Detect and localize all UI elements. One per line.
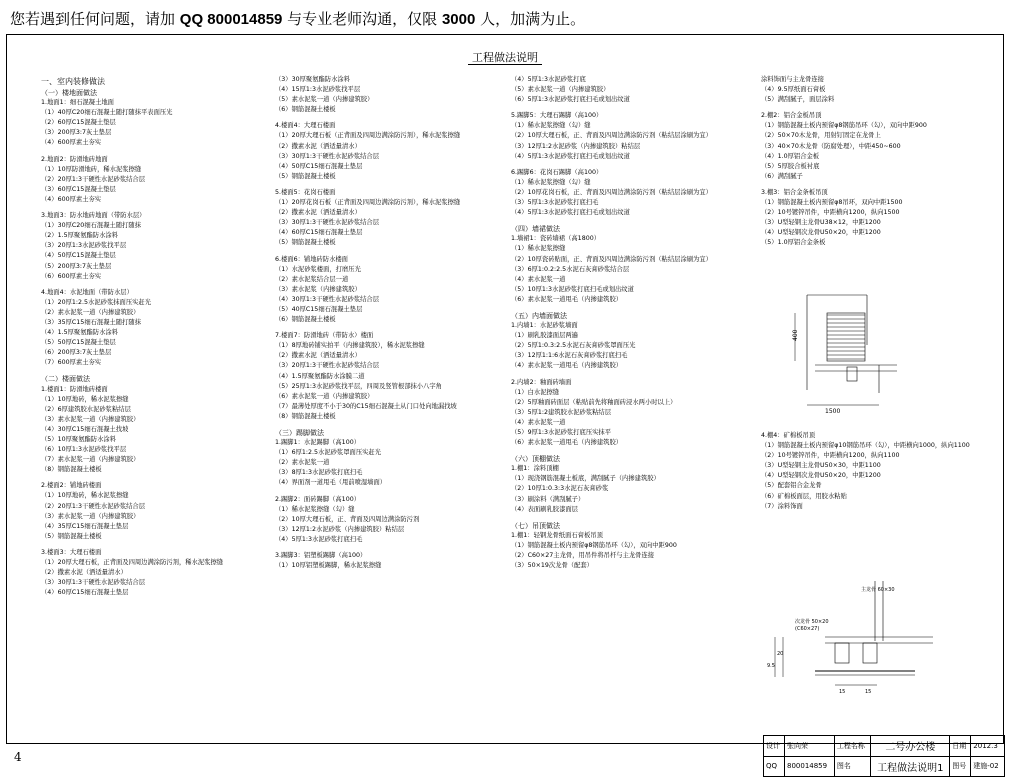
note-line: （2）素水泥浆一道 xyxy=(275,459,330,467)
note-line: （6）5厚1:3水泥砂浆打底扫毛或划出纹道 xyxy=(511,96,630,104)
note-line: （2）6厚建筑胶水泥砂浆粘结层 xyxy=(41,405,131,413)
note-line: （4）5厚1:3水泥砂浆打底扫毛或划出纹道 xyxy=(511,209,630,217)
tb-designer: 张向荣 xyxy=(785,736,835,757)
note-line: （2）20厚1:3干硬性水泥砂浆结合层 xyxy=(41,175,146,183)
note-line: （3）200厚3:7灰土垫层 xyxy=(41,129,112,137)
note-line: （5）1.0厚铝合金条板 xyxy=(761,239,826,247)
detail-dim-2: 1500 xyxy=(825,408,841,415)
notes-column-2 xyxy=(275,75,507,737)
note-line: （1）现浇钢筋混凝土板底，满刮腻子（内掺建筑胶） xyxy=(511,475,660,483)
note-line: 6.楼面6：铺地砖防水楼面 xyxy=(275,255,348,263)
ceiling-joint-detail xyxy=(765,581,935,699)
note-line: （2）素水泥浆一道（内掺建筑胶） xyxy=(41,308,140,316)
note-line: （3）素水泥浆一道（内掺建筑胶） xyxy=(41,415,140,423)
note-line: （一）楼地面做法 xyxy=(41,89,97,97)
detail-dim-b: 20 xyxy=(777,651,784,657)
note-line: 2.地面2：防滑地砖地面 xyxy=(41,155,108,163)
note-line: （3）刷涂料（满刮腻子） xyxy=(511,495,585,503)
detail-sub-runner: 次龙骨 50×20 xyxy=(795,619,829,625)
note-line: （2）60厚C15混凝土垫层 xyxy=(41,119,116,127)
note-line: 4.棚4：矿棉板吊顶 xyxy=(761,432,816,439)
note-line: （6）10厚1:3水泥砂浆找平层 xyxy=(41,446,127,454)
note-line: （2）10厚大理石板，正、背面及四周边满涂防污剂 xyxy=(275,515,420,523)
document-title: 工程做法说明 xyxy=(7,49,1003,65)
note-line: （4）素水泥浆一道 xyxy=(511,275,566,283)
note-line: （2）C60×27主龙骨，用吊件将吊杆与主龙骨连接 xyxy=(511,552,655,560)
note-line: 3.棚3：铝合金条板吊顶 xyxy=(761,188,828,196)
detail-dim-1: 400 xyxy=(792,329,799,341)
note-line: （4）600厚素土夯实 xyxy=(41,139,102,147)
ceiling-grid-detail xyxy=(787,285,907,420)
note-line: （3）35厚C15细石混凝土随打随抹 xyxy=(41,318,141,326)
note-line: （4）30厚C15细石混凝土找坡 xyxy=(41,425,129,433)
note-line: 7.楼面7：防滑地砖（带防水）楼面 xyxy=(275,332,374,340)
banner-pre: 您若遇到任何问题，请加 xyxy=(10,10,176,28)
note-line: （4）50厚C15混凝土垫层 xyxy=(41,252,116,260)
note-line: （4）50厚C15细石混凝土垫层 xyxy=(275,162,363,170)
notes-column-4-lower xyxy=(761,431,999,591)
note-line: 1.墙裙1：瓷砖墙裙（高1800） xyxy=(511,235,601,243)
note-line: （2）10厚1:0.3:3水泥石灰膏砂浆 xyxy=(511,485,609,493)
tb-date-label: 日期 xyxy=(950,736,971,757)
note-line: （5）钢筋混凝土楼板 xyxy=(41,532,102,540)
note-line: （4）30厚1:3干硬性水泥砂浆结合层 xyxy=(275,295,380,303)
note-line: （3）U型轻钢主龙骨U38×12，中距1200 xyxy=(761,219,881,227)
note-line: （5）5厚胶合板衬底 xyxy=(761,162,820,170)
note-line: （4）600厚素土夯实 xyxy=(41,195,102,203)
note-line: （5）200厚3:7灰土垫层 xyxy=(41,262,112,270)
note-line: （2）10号镀锌吊件，中距横向1200，纵向1500 xyxy=(761,209,900,217)
notes-column-4 xyxy=(761,75,999,275)
note-line: （五）内墙面做法 xyxy=(511,311,567,320)
note-line: （1）钢筋混凝土板内预留φ8钢筋吊环（勾），双向中距900 xyxy=(761,122,927,130)
note-line: （7）600厚素土夯实 xyxy=(41,359,102,367)
detail-runner-size: (C60×27) xyxy=(795,626,820,632)
note-line: （4）素水泥浆一道 xyxy=(511,418,566,426)
note-line: （3）12厚1:2水泥砂浆（内掺建筑胶）粘结层 xyxy=(511,142,641,150)
note-line: （5）配套铝合金龙骨 xyxy=(761,482,822,490)
detail-dim-d: 15 xyxy=(865,689,872,695)
note-line: （六）顶棚做法 xyxy=(511,455,560,464)
note-line: （3）U型轻钢主龙骨U50×30，中距1100 xyxy=(761,462,881,470)
note-line: 1.棚1：轻钢龙骨纸面石膏板吊顶 xyxy=(511,531,603,539)
note-line: （3）30厚1:3干硬性水泥砂浆结合层 xyxy=(275,219,380,227)
note-line: （1）水泥砂浆楼面，打磨压光 xyxy=(275,265,361,273)
note-line: 3.踢脚3：铝塑板踢脚（高100） xyxy=(275,552,367,560)
note-line: （2）1.5厚聚氨酯防水涂料 xyxy=(41,232,118,240)
note-line: （2）20厚1:3干硬性水泥砂浆结合层 xyxy=(41,502,146,510)
note-line: （2）10厚大理石板，正、背面及四周边满涂防污剂（粘结层涂刷为宜） xyxy=(511,132,712,140)
note-line: （4）35厚C15细石混凝土垫层 xyxy=(41,522,129,530)
note-line: （4）素水泥浆一道甩毛（内掺建筑胶） xyxy=(511,362,623,370)
detail-dim-c: 15 xyxy=(839,689,846,695)
note-line: （2）撒素水泥（洒适量清水） xyxy=(41,569,127,577)
detail-dim-a: 9.5 xyxy=(767,663,775,669)
note-line: （3）5厚1:2建筑胶水泥砂浆粘结层 xyxy=(511,408,612,416)
note-line: （4）60厚C15细石混凝土垫层 xyxy=(275,229,363,237)
note-line: 2.棚2：铝合金板吊顶 xyxy=(761,112,822,120)
note-line: （1）20厚1:2.5水泥砂浆抹面压实赶光 xyxy=(41,298,152,306)
notes-column-3 xyxy=(511,75,757,737)
note-line: （3）20厚1:3干硬性水泥砂浆结合层 xyxy=(275,362,380,370)
note-line: （8）钢筋混凝土楼板 xyxy=(275,412,336,420)
note-line: （三）踢脚做法 xyxy=(275,429,324,437)
title-block xyxy=(763,735,1005,777)
note-line: （2）素水泥浆结合层一道 xyxy=(275,275,349,283)
note-line: （5）40厚C15细石混凝土垫层 xyxy=(275,305,363,313)
note-line: （2）5厚1:0.3:2.5水泥石灰膏砂浆罩面压光 xyxy=(511,342,636,350)
note-line: 2.踢脚2：面砖踢脚（高100） xyxy=(275,495,361,503)
note-line: （1）10厚铝塑板踢脚，稀水泥浆擦缝 xyxy=(275,562,382,570)
drawing-sheet xyxy=(6,34,1004,774)
tb-drawing-label: 图名 xyxy=(834,756,870,777)
note-line: （6）满刮腻子 xyxy=(761,172,803,180)
note-line: 5.楼面5：花岗石楼面 xyxy=(275,188,336,196)
note-line: （3）5厚1:3水泥砂浆打底扫毛 xyxy=(511,199,599,207)
note-line: 涂料饰面与主龙骨连接 xyxy=(761,76,824,83)
note-line: （4）U型轻钢次龙骨U50×20，中距1200 xyxy=(761,229,881,237)
note-line: （1）20厚大理石板，正背面及四周边满涂防污剂，稀水泥浆擦缝 xyxy=(41,559,224,567)
note-line: （2）撒素水泥（洒适量清水） xyxy=(275,352,361,360)
note-line: （1）20厚大理石板（正背面及四周边满涂防污剂），稀水泥浆擦缝 xyxy=(275,132,461,140)
note-line: （4）5厚1:3水泥砂浆打底扫毛 xyxy=(275,535,363,543)
note-line: （4）1.0厚铝合金板 xyxy=(761,152,820,160)
note-line: （二）楼面做法 xyxy=(41,375,90,384)
note-line: （7）最薄处厚度不小于30的C15细石混凝土从门口处向地漏找坡 xyxy=(275,402,457,410)
note-line: （6）钢筋混凝土楼板 xyxy=(275,106,336,114)
note-line: （3）30厚1:3干硬性水泥砂浆结合层 xyxy=(41,579,146,587)
note-line: （1）10厚防滑地砖，稀水泥浆擦缝 xyxy=(41,165,142,173)
note-line: （1）稀水泥浆擦缝（勾）缝 xyxy=(511,178,591,186)
note-line: （4）5厚1:3水泥砂浆打底扫毛或划出纹道 xyxy=(511,152,630,160)
note-line: （1）钢筋混凝土板内预留φ10钢筋吊环（勾），中距横向1000，纵向1100 xyxy=(761,442,970,450)
banner-qq: QQ 800014859 xyxy=(179,11,283,28)
note-line: （3）30厚聚氨酯防水涂料 xyxy=(275,76,350,83)
note-line: 2.楼面2：铺地砖楼面 xyxy=(41,482,102,490)
note-line: （2）50×70木龙骨，用射钉固定在龙骨上 xyxy=(761,132,881,140)
note-line: 一、室内装修做法 xyxy=(41,77,105,86)
note-line: （1）6厚1:2.5水泥砂浆罩面压实赶光 xyxy=(275,449,382,457)
note-line: （4）15厚1:3水泥砂浆找平层 xyxy=(275,86,361,94)
note-line: （4）5厚1:3水泥砂浆打底 xyxy=(511,76,586,83)
note-line: （5）10厚1:3水泥砂浆打底扫毛或划出纹道 xyxy=(511,285,634,293)
note-line: （2）5厚釉面砖面层（粘贴前先将釉面砖浸水两小时以上） xyxy=(511,398,677,406)
note-line: （3）12厚1:1:6水泥石灰膏砂浆打底扫毛 xyxy=(511,352,628,360)
note-line: 4.地面4：水泥地面（带防水层） xyxy=(41,288,133,296)
note-line: （6）素水泥浆一道甩毛（内掺建筑胶） xyxy=(511,295,623,303)
tb-qq: 800014859 xyxy=(785,756,835,777)
note-line: （6）200厚3:7灰土垫层 xyxy=(41,349,112,357)
note-line: 1.地面1：细石混凝土地面 xyxy=(41,99,114,107)
note-line: （四）墙裙做法 xyxy=(511,225,560,234)
note-line: （7）素水泥浆一道（内掺建筑胶） xyxy=(41,456,140,464)
detail-main-runner: 主龙骨 60×30 xyxy=(861,587,895,593)
note-line: 3.楼面3：大理石楼面 xyxy=(41,548,102,556)
note-line: （4）1.5厚聚氨酯防水涂膜二道 xyxy=(275,372,365,380)
note-line: （6）素水泥浆一道（内掺建筑胶） xyxy=(275,392,374,400)
note-line: （4）表面刷乳胶漆面层 xyxy=(511,505,578,513)
note-line: 1.棚1：涂料顶棚 xyxy=(511,465,559,473)
note-line: 1.踢脚1：水泥踢脚（高100） xyxy=(275,439,361,447)
note-line: （3）30厚1:3干硬性水泥砂浆结合层 xyxy=(275,152,380,160)
qq-banner xyxy=(10,8,585,29)
note-line: （1）40厚C20细石混凝土随打随抹平表面压光 xyxy=(41,109,173,117)
note-line: （6）钢筋混凝土楼板 xyxy=(275,316,336,324)
note-line: 2.内墙2：釉面砖墙面 xyxy=(511,378,572,386)
note-line: （1）钢筋混凝土板内预留φ8吊环，双向中距1500 xyxy=(761,199,903,207)
note-line: （5）素水泥浆一道（内掺建筑胶） xyxy=(275,96,374,104)
note-line: （七）吊顶做法 xyxy=(511,521,560,530)
note-line: （3）50×19次龙骨（配套） xyxy=(511,562,593,570)
note-line: 3.地面3：防水地砖地面（带防水层） xyxy=(41,212,146,220)
banner-limit: 3000 xyxy=(441,11,476,28)
note-line: （1）30厚C20细石混凝土随打随抹 xyxy=(41,222,141,230)
note-line: （3）60厚C15混凝土垫层 xyxy=(41,185,116,193)
note-line: 6.踢脚6：花岗石踢脚（高100） xyxy=(511,168,603,176)
note-line: （5）9厚1:3水泥砂浆打底压实抹平 xyxy=(511,429,612,436)
tb-project: 二号办公楼 xyxy=(871,736,950,757)
note-line: （4）1.5厚聚氨酯防水涂料 xyxy=(41,329,118,337)
note-line: （5）10厚聚氨酯防水涂料 xyxy=(41,436,116,443)
note-line: （3）素水泥浆一道（内掺建筑胶） xyxy=(41,512,140,520)
note-line: （5）50厚C15混凝土垫层 xyxy=(41,339,116,347)
tb-design-label: 设计 xyxy=(764,736,785,757)
note-line: （4）界面剂一道甩毛（甩前喷湿墙面） xyxy=(275,479,387,487)
note-line: （5）素水泥浆一道（内掺建筑胶） xyxy=(511,86,610,94)
tb-sheet: 建施-02 xyxy=(971,756,1005,777)
note-line: （3）8厚1:3水泥砂浆打底扫毛 xyxy=(275,469,363,477)
note-line: （6）矿棉板面层，用胶水粘贴 xyxy=(761,492,847,500)
note-line: （2）10厚瓷砖贴面，正、背面及四周边满涂防污剂（粘结层涂刷为宜） xyxy=(511,255,712,263)
banner-post: 人，加满为止。 xyxy=(480,10,586,28)
note-line: （4）9.5厚纸面石膏板 xyxy=(761,86,826,94)
note-line: （3）素水泥浆（内掺建筑胶） xyxy=(275,285,361,293)
note-line: （5）钢筋混凝土楼板 xyxy=(275,172,336,180)
note-line: （7）涂料饰面 xyxy=(761,502,803,510)
tb-qq-label: QQ xyxy=(764,756,785,777)
note-line: （8）钢筋混凝土楼板 xyxy=(41,466,102,474)
note-line: （3）6厚1:0.2:2.5水泥石灰膏砂浆结合层 xyxy=(511,265,630,273)
note-line: （1）刷乳胶漆面层两遍 xyxy=(511,332,578,340)
note-line: （5）满刮腻子，面层涂料 xyxy=(761,96,835,104)
note-line: 1.内墙1：水泥砂浆墙面 xyxy=(511,322,578,330)
note-line: 1.楼面1：防滑地砖楼面 xyxy=(41,385,108,393)
note-line: （2）撒素水泥（洒适量清水） xyxy=(275,142,361,150)
tb-date: 2012.3 xyxy=(971,736,1005,757)
note-line: （2）10号镀锌吊件，中距横向1200，纵向1100 xyxy=(761,452,900,460)
note-line: 4.楼面4：大理石楼面 xyxy=(275,122,336,130)
note-line: （1）稀水泥浆擦缝（勾）缝 xyxy=(511,122,591,130)
note-line: （1）20厚花岗石板（正背面及四周边满涂防污剂），稀水泥浆擦缝 xyxy=(275,199,461,207)
note-line: 5.踢脚5：大理石踢脚（高100） xyxy=(511,112,603,120)
note-line: （2）撒素水泥（洒适量清水） xyxy=(275,209,361,217)
note-line: （1）白水泥擦缝 xyxy=(511,388,560,396)
note-line: （6）素水泥浆一道甩毛（内掺建筑胶） xyxy=(511,439,623,447)
note-line: （5）25厚1:3水泥砂浆找平层，四周及竖管根部抹小八字角 xyxy=(275,382,442,390)
note-line: （1）稀水泥浆擦缝（勾）缝 xyxy=(275,505,355,513)
tb-drawing: 工程做法说明1 xyxy=(871,756,950,777)
note-line: （5）钢筋混凝土楼板 xyxy=(275,239,336,247)
note-line: （4）U型轻钢次龙骨U50×20，中距1200 xyxy=(761,472,881,480)
note-line: （3）20厚1:3水泥砂浆找平层 xyxy=(41,242,127,250)
note-line: （1）10厚地砖，稀水泥浆擦缝 xyxy=(41,395,129,403)
tb-project-label: 工程名称 xyxy=(834,736,870,757)
tb-sheet-label: 图号 xyxy=(950,756,971,777)
note-line: （1）钢筋混凝土板内预留φ8钢筋吊环（勾），双向中距900 xyxy=(511,541,677,549)
banner-mid: 与专业老师沟通，仅限 xyxy=(287,10,438,28)
note-line: （1）稀水泥浆擦缝 xyxy=(511,245,566,253)
note-line: （6）600厚素土夯实 xyxy=(41,272,102,280)
page-number: 4 xyxy=(14,750,22,764)
notes-column-1 xyxy=(41,75,271,737)
note-line: （1）8厚地砖铺实拍平（内掺建筑胶），稀水泥浆擦缝 xyxy=(275,342,425,350)
note-line: （1）10厚地砖，稀水泥浆擦缝 xyxy=(41,492,129,500)
note-line: （3）12厚1:2水泥砂浆（内掺建筑胶）粘结层 xyxy=(275,525,405,533)
note-line: （4）60厚C15细石混凝土垫层 xyxy=(41,589,129,597)
note-line: （2）10厚花岗石板，正、背面及四周边满涂防污剂（粘结层涂刷为宜） xyxy=(511,188,712,196)
note-line: （3）40×70木龙骨（防腐处理），中距450~600 xyxy=(761,142,901,150)
